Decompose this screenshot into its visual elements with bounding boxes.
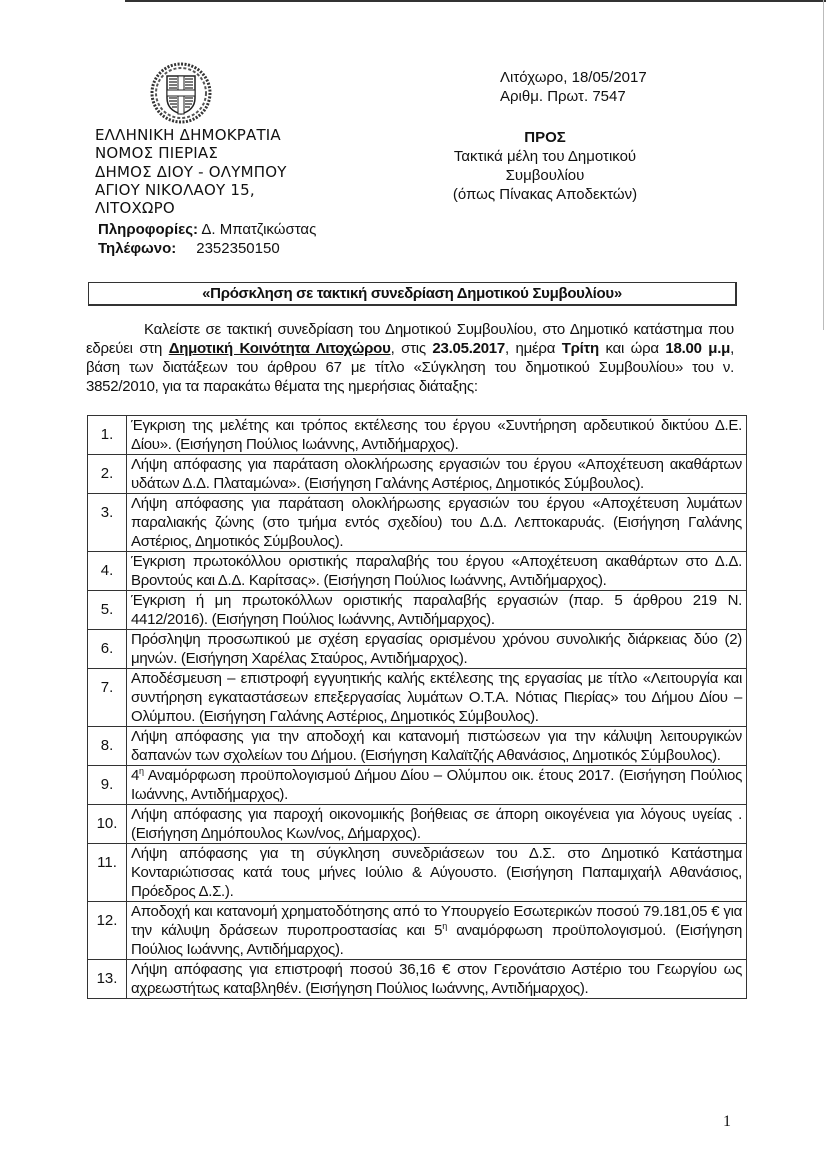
- agenda-number: 4.: [88, 552, 127, 591]
- phone-row: [98, 240, 316, 259]
- recipient-line: (όπως Πίνακας Αποδεκτών): [452, 186, 638, 203]
- agenda-text-body: αναμόρφωση προϋπολογισμού. (Εισήγηση Πούλιος Ιωάννης, Αντιδήμαρχος).: [131, 922, 742, 958]
- sender-line: ΕΛΛΗΝΙΚΗ ΔΗΜΟΚΡΑΤΙΑ: [95, 126, 281, 144]
- agenda-text: Έγκριση της μελέτης και τρόπος εκτέλεσης του έργου «Συντήρηση αρδευτικού δικτύου Δ.Ε. Δίου». (Εισήγηση Πούλιος Ιωάννης, Αντιδήμαρχος).: [127, 416, 747, 455]
- agenda-number: 8.: [88, 727, 127, 766]
- ordinal-suffix: η: [442, 921, 447, 931]
- info-label: Πληροφορίες:: [98, 221, 199, 238]
- meeting-day: Τρίτη: [561, 340, 599, 357]
- page-number: 1: [723, 1113, 731, 1130]
- sender-line: ΝΟΜΟΣ ΠΙΕΡΙΑΣ: [95, 144, 219, 163]
- sender-line: ΑΓΙΟΥ ΝΙΚΟΛΑΟΥ 15,: [95, 180, 255, 199]
- greek-coat-of-arms-icon: [150, 62, 212, 124]
- recipient-block: [440, 128, 650, 204]
- intro-paragraph: [86, 320, 734, 396]
- meeting-venue: Δημοτική Κοινότητα Λιτοχώρου: [168, 340, 391, 357]
- recipient-line: Συμβουλίου: [505, 167, 585, 184]
- subject-box: «Πρόσκληση σε τακτική συνεδρίαση Δημοτικού Συμβουλίου»: [88, 282, 737, 306]
- agenda-text: [127, 766, 747, 805]
- agenda-text: Έγκριση πρωτοκόλλου οριστικής παραλαβής του έργου «Αποχέτευση ακαθάρτων στο Δ.Δ. Βροντούς και Δ.Δ. Καρίτσας». (Εισήγηση Πούλιος Ιωάννης, Αντιδήμαρχος).: [127, 552, 747, 591]
- agenda-text: [127, 902, 747, 960]
- agenda-text: Αποδέσμευση – επιστροφή εγγυητικής καλής εκτέλεσης της εργασίας με τίτλο «Λειτουργία και συντήρηση εγκαταστάσεων επεξεργασίας λυμάτων Ο.Τ.Α. Νότιας Πιερίας» του Δήμου Δίου – Ολύμπου. (Εισήγηση Γαλάνης Αστέριος, Δημοτικός Σύμβουλος).: [127, 669, 747, 727]
- agenda-row: [88, 805, 747, 844]
- agenda-number: 13.: [88, 960, 127, 999]
- meeting-date: 23.05.2017: [432, 340, 505, 357]
- agenda-number: 10.: [88, 805, 127, 844]
- ordinal-suffix: η: [139, 766, 144, 776]
- agenda-row: [88, 844, 747, 902]
- agenda-row: [88, 494, 747, 552]
- sender-line: ΛΙΤΟΧΩΡΟ: [95, 199, 175, 218]
- intro-text: , στις: [390, 340, 433, 357]
- intro-text: , ημέρα: [504, 340, 562, 357]
- scan-edge-right: [823, 0, 824, 330]
- agenda-row: [88, 960, 747, 999]
- sender-block: [95, 126, 287, 217]
- contact-block: [98, 221, 316, 258]
- agenda-number: 9.: [88, 766, 127, 805]
- agenda-number: 1.: [88, 416, 127, 455]
- phone-value: 2352350150: [196, 239, 280, 257]
- agenda-row: [88, 766, 747, 805]
- document-meta: [500, 68, 647, 106]
- intro-text: Καλείστε σε τακτική συνεδρίαση του Δημοτικού Συμβουλίου, στο Δημοτικό κατάστημα που εδρεύει στη: [86, 321, 734, 357]
- agenda-text: Λήψη απόφασης για παράταση ολοκλήρωσης εργασιών του έργου «Αποχέτευση λυμάτων παραλιακής ζώνης (στο τμήμα εντός σχεδίου) του Δ.Δ. Λεπτοκαρυάς. (Εισήγηση Γαλάνης Αστέριος, Δημοτικός Σύμβουλος).: [127, 494, 747, 552]
- agenda-number: 6.: [88, 630, 127, 669]
- agenda-text: Έγκριση ή μη πρωτοκόλλων οριστικής παραλαβής εργασιών (παρ. 5 άρθρου 219 Ν. 4412/2016). (Εισήγηση Πούλιος Ιωάννης, Αντιδήμαρχος).: [127, 591, 747, 630]
- protocol-number: Αριθμ. Πρωτ. 7547: [500, 88, 626, 105]
- agenda-text: Λήψη απόφασης για παροχή οικονομικής βοήθειας σε άπορη οικογένεια για λόγους υγείας . (Εισήγηση Δημόπουλος Κων/νος, Δήμαρχος).: [127, 805, 747, 844]
- agenda-text-body: Αποδοχή και κατανομή χρηματοδότησης από το Υπουργείο Εσωτερικών ποσού 79.181,05 € για την κάλυψη δράσεων πυροπροστασίας και 5: [131, 903, 742, 939]
- agenda-row: [88, 669, 747, 727]
- agenda-row: [88, 552, 747, 591]
- info-value: Δ. Μπατζικώστας: [198, 221, 317, 238]
- intro-text: και ώρα: [598, 340, 666, 357]
- agenda-row: [88, 591, 747, 630]
- agenda-row: [88, 630, 747, 669]
- sender-line: ΔΗΜΟΣ ΔΙΟΥ - ΟΛΥΜΠΟΥ: [95, 162, 287, 181]
- agenda-text: Λήψη απόφασης για τη σύγκληση συνεδριάσεων του Δ.Σ. στο Δημοτικό Κατάστημα Κονταριώτισσας κατά τους μήνες Ιούλιο & Αύγουστο. (Εισήγηση Παπαμιχαήλ Αθανάσιος, Πρόεδρος Δ.Σ.).: [127, 844, 747, 902]
- agenda-number: 7.: [88, 669, 127, 727]
- agenda-row: [88, 455, 747, 494]
- agenda-text: Πρόσληψη προσωπικού με σχέση εργασίας ορισμένου χρόνου συνολικής διάρκειας δύο (2) μηνών. (Εισήγηση Χαρέλας Σταύρος, Αντιδήμαρχος).: [127, 630, 747, 669]
- scan-edge-top: [125, 0, 826, 2]
- info-row: [98, 221, 316, 240]
- ordinal-number: 4: [131, 767, 140, 784]
- meeting-time: 18.00 μ.μ: [665, 340, 731, 357]
- agenda-table: [87, 415, 747, 999]
- agenda-row: [88, 902, 747, 960]
- agenda-number: 3.: [88, 494, 127, 552]
- agenda-row: [88, 727, 747, 766]
- agenda-text: Λήψη απόφασης για την αποδοχή και κατανομή πιστώσεων για την κάλυψη λειτουργικών δαπανών των σχολείων του Δήμου. (Εισήγηση Καλαϊτζής Αθανάσιος, Δημοτικός Σύμβουλος).: [127, 727, 747, 766]
- place-date: Λιτόχωρο, 18/05/2017: [500, 69, 647, 86]
- phone-label: Τηλέφωνο:: [98, 239, 177, 257]
- agenda-number: 5.: [88, 591, 127, 630]
- agenda-number: 11.: [88, 844, 127, 902]
- agenda-number: 12.: [88, 902, 127, 960]
- to-label: ΠΡΟΣ: [524, 129, 566, 146]
- agenda-text: Λήψη απόφασης για επιστροφή ποσού 36,16 € στον Γερονάτσιο Αστέριο του Γεωργίου ως αχρεωστήτως καταβληθέν. (Εισήγηση Πούλιος Ιωάννης, Αντιδήμαρχος).: [127, 960, 747, 999]
- intro-text: , βάση των διατάξεων του άρθρου 67 με τίτλο «Σύγκληση του δημοτικού Συμβουλίου» του ν. 3852/2010, για τα παρακάτω θέματα της ημερήσιας διάταξης:: [86, 340, 734, 395]
- agenda-number: 2.: [88, 455, 127, 494]
- agenda-text-body: Αναμόρφωση προϋπολογισμού Δήμου Δίου – Ολύμπου οικ. έτους 2017. (Εισήγηση Πούλιος Ιωάννης, Αντιδήμαρχος).: [131, 767, 742, 803]
- agenda-row: [88, 416, 747, 455]
- agenda-text: Λήψη απόφασης για παράταση ολοκλήρωσης εργασιών του έργου «Αποχέτευση ακαθάρτων υδάτων Δ.Δ. Πλαταμώνα». (Εισήγηση Γαλάνης Αστέριος, Δημοτικός Σύμβουλος).: [127, 455, 747, 494]
- recipient-line: Τακτικά μέλη του Δημοτικού: [453, 148, 637, 165]
